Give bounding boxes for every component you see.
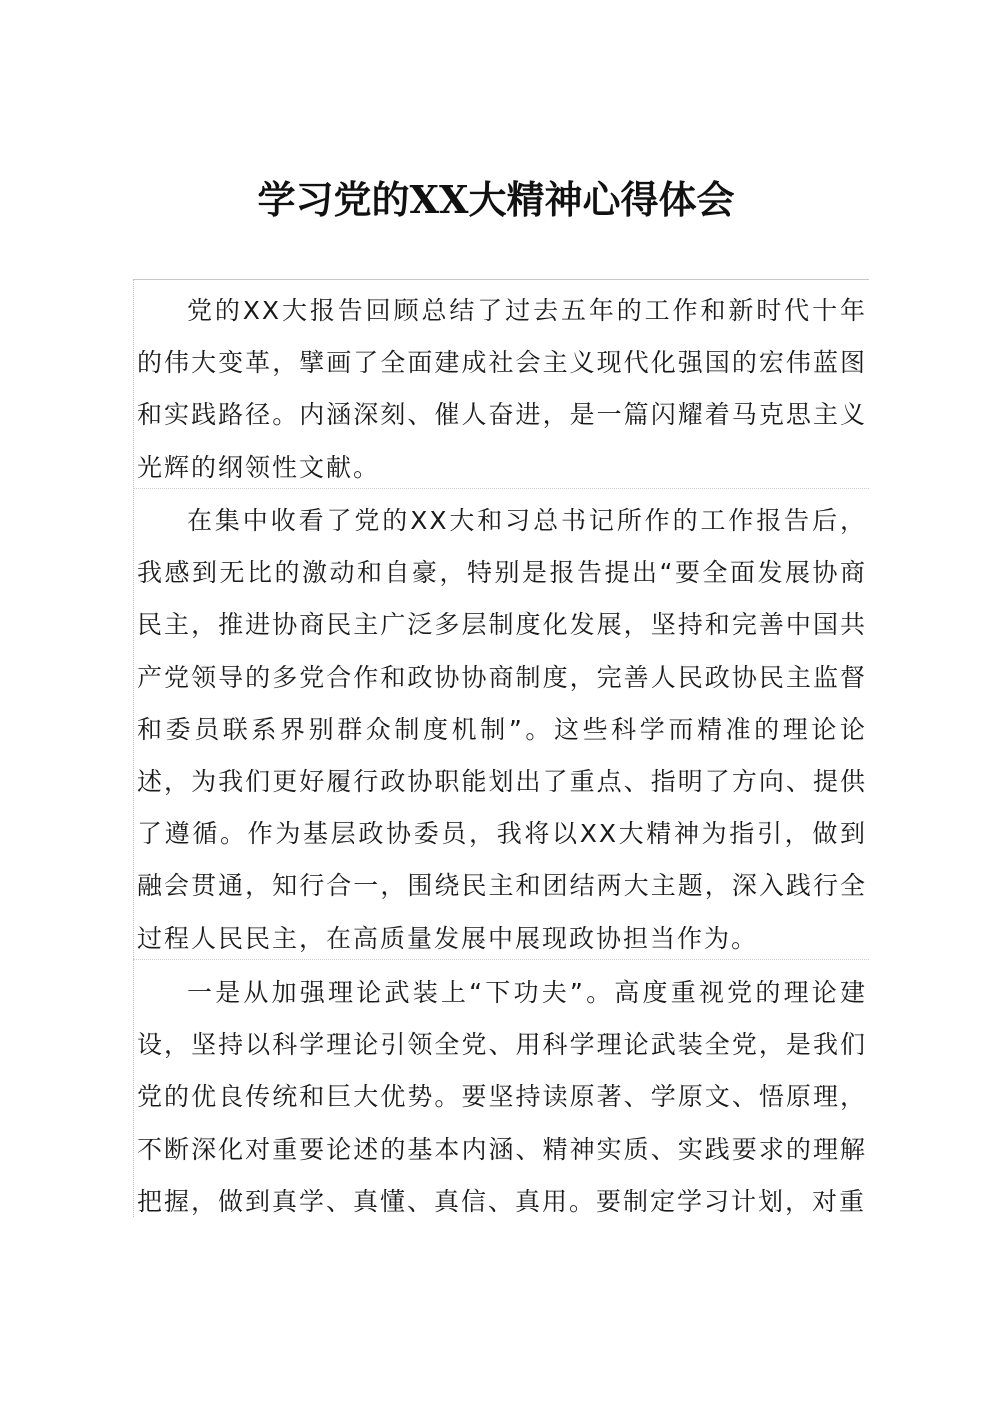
paragraph-divider xyxy=(133,488,869,489)
frame-left-border xyxy=(133,279,134,1217)
paragraph-3: 一是从加强理论武装上“下功夫”。高度重视党的理论建设，坚持以科学理论引领全党、用科学理论武装全党，是我们党的优良传统和巨大优势。要坚持读原著、学原文、悟原理，不断深化对重要论述的基本内涵、精神实质、实践要求的理解把握，做到真学、真懂、真信、真用。要制定学习计划，对重 xyxy=(137,978,867,1216)
paragraph-divider xyxy=(133,959,869,960)
paragraph-2: 在集中收看了党的XX大和习总书记所作的工作报告后，我感到无比的激动和自豪，特别是报告提出“要全面发展协商民主，推进协商民主广泛多层制度化发展，坚持和完善中国共产党领导的多党合作和政协协商制度，完善人民政协民主监督和委员联系界别群众制度机制”。这些科学而精准的理论论述，为我们更好履行政协职能划出了重点、指明了方向、提供了遵循。作为基层政协委员，我将以XX大精神为指引，做到融会贯通，知行合一，围绕民主和团结两大主题，深入践行全过程人民民主，在高质量发展中展现政协担当作为。 xyxy=(137,506,867,953)
document-title: 学习党的XX大精神心得体会 xyxy=(257,177,735,222)
paragraph-1: 党的XX大报告回顾总结了过去五年的工作和新时代十年的伟大变革，擘画了全面建成社会主义现代化强国的宏伟蓝图和实践路径。内涵深刻、催人奋进，是一篇闪耀着马克思主义光辉的纲领性文献。 xyxy=(137,296,867,482)
body-text-frame xyxy=(133,279,869,1217)
frame-top-border xyxy=(133,279,869,280)
